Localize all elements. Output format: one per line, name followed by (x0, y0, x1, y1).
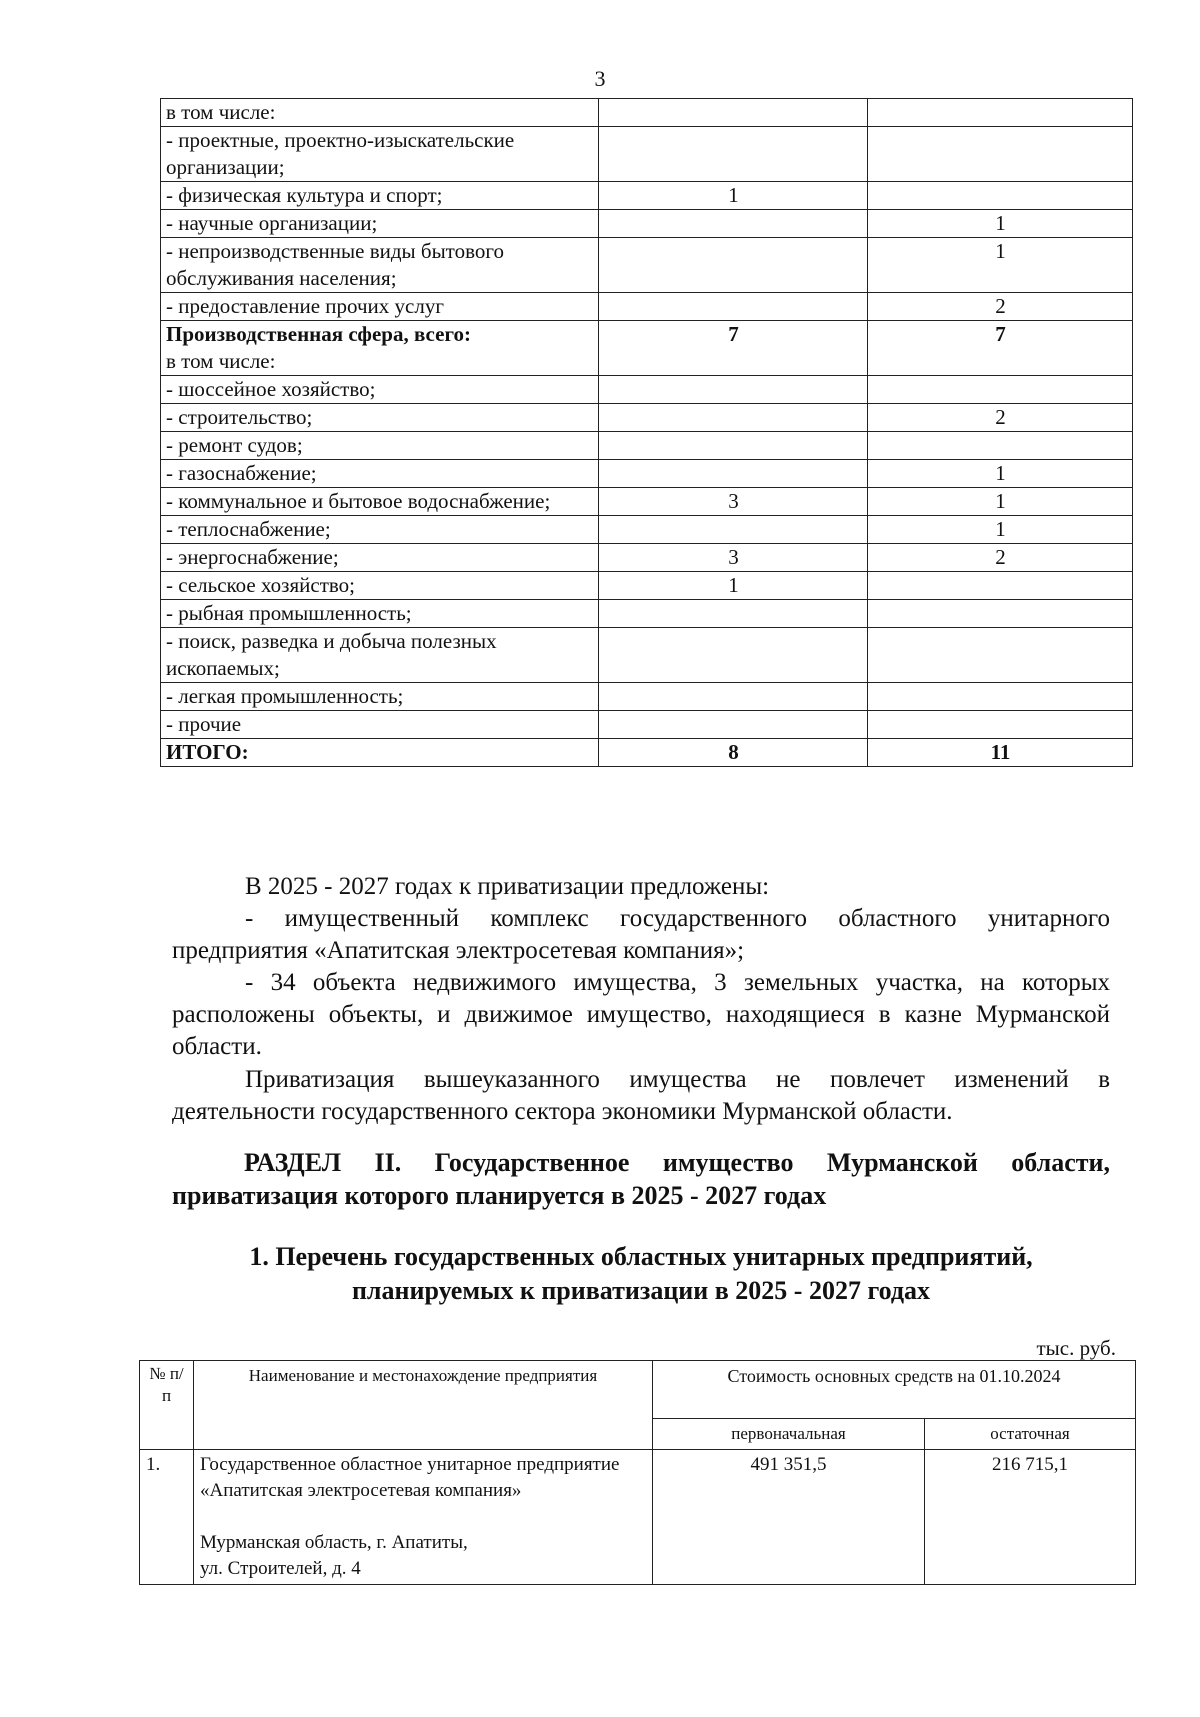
row-value-second (868, 432, 1133, 460)
row-value-first (599, 516, 868, 544)
row-label: - легкая промышленность; (161, 683, 599, 711)
row-value-first: 1 (599, 182, 868, 210)
row-value-second: 11 (868, 739, 1133, 767)
row-value-first: 3 (599, 544, 868, 572)
row-num: 1. (140, 1450, 194, 1585)
header-num: № п/п (140, 1361, 194, 1450)
row-value-second (868, 99, 1133, 127)
row-value-first (599, 600, 868, 628)
row-value-first (599, 683, 868, 711)
table-row (161, 516, 1133, 544)
table-row (161, 628, 1133, 683)
section-heading: РАЗДЕЛ II. Государственное имущество Мурманской области, приватизация которого планируется в 2025 - 2027 годах (172, 1148, 1110, 1210)
paragraph-item-complex: - имущественный комплекс государственного областного унитарного предприятия «Апатитская электросетевая компания»; (172, 905, 1110, 964)
row-value-second: 7 (868, 321, 1133, 376)
row-enterprise (194, 1450, 653, 1585)
header-name: Наименование и местонахождение предприятия (194, 1361, 653, 1450)
row-value-first: 3 (599, 488, 868, 516)
row-label: - ремонт судов; (161, 432, 599, 460)
table-row (161, 711, 1133, 739)
row-label: - прочие (161, 711, 599, 739)
row-value-first: 1 (599, 572, 868, 600)
table-row (161, 600, 1133, 628)
table-row (161, 210, 1133, 238)
row-label: - газоснабжение; (161, 460, 599, 488)
row-label: - научные организации; (161, 210, 599, 238)
row-value-first (599, 376, 868, 404)
list-heading-line-2: планируемых к приватизации в 2025 - 2027 годах (351, 1276, 931, 1305)
enterprise-table (139, 1360, 1136, 1585)
row-value-first (599, 460, 868, 488)
paragraph-conclusion: Приватизация вышеуказанного имущества не повлечет изменений в деятельности государственного сектора экономики Мурманской области. (172, 1066, 1110, 1125)
row-value-second: 2 (868, 404, 1133, 432)
row-value-first (599, 127, 868, 182)
row-value-second: 2 (868, 293, 1133, 321)
table-row (140, 1450, 1136, 1585)
row-value-first (599, 432, 868, 460)
table-row (161, 293, 1133, 321)
row-value-second: 1 (868, 516, 1133, 544)
row-value-first (599, 628, 868, 683)
stats-table-body (161, 99, 1133, 767)
row-label (161, 321, 599, 376)
row-value-first: 8 (599, 739, 868, 767)
row-label: - коммунальное и бытовое водоснабжение; (161, 488, 599, 516)
table-row (161, 404, 1133, 432)
enterprise-table-header-row (140, 1361, 1136, 1419)
row-value-second (868, 628, 1133, 683)
enterprise-address-line-2: ул. Строителей, д. 4 (200, 1558, 361, 1579)
table-row (161, 544, 1133, 572)
header-cost: Стоимость основных средств на 01.10.2024 (653, 1361, 1136, 1419)
row-value-second: 1 (868, 460, 1133, 488)
row-label: - энергоснабжение; (161, 544, 599, 572)
paragraph-intro: В 2025 - 2027 годах к приватизации предложены: (245, 873, 770, 900)
row-value-second (868, 376, 1133, 404)
row-residual-cost: 216 715,1 (925, 1450, 1136, 1585)
table-row (161, 488, 1133, 516)
row-value-second (868, 182, 1133, 210)
row-label: - поиск, разведка и добыча полезных ископаемых; (161, 628, 599, 683)
paragraph-item-property: - 34 объекта недвижимого имущества, 3 земельных участка, на которых расположены объекты, и движимое имущество, находящиеся в казне Мурманской области. (172, 969, 1110, 1060)
row-value-first: 7 (599, 321, 868, 376)
table-row (161, 127, 1133, 182)
units-label: тыс. руб. (1036, 1336, 1116, 1360)
page-number: 3 (594, 66, 606, 91)
row-value-second: 2 (868, 544, 1133, 572)
table-row (161, 182, 1133, 210)
row-value-second (868, 127, 1133, 182)
row-label: - предоставление прочих услуг (161, 293, 599, 321)
table-row (161, 432, 1133, 460)
row-value-first (599, 210, 868, 238)
row-initial-cost: 491 351,5 (653, 1450, 925, 1585)
row-value-second (868, 600, 1133, 628)
row-label-sub: в том числе: (166, 349, 276, 373)
row-value-first (599, 404, 868, 432)
list-heading-line-1: 1. Перечень государственных областных унитарных предприятий, (249, 1242, 1033, 1271)
row-label: - сельское хозяйство; (161, 572, 599, 600)
table-row (161, 460, 1133, 488)
row-value-first (599, 711, 868, 739)
row-label: - физическая культура и спорт; (161, 182, 599, 210)
table-row (161, 321, 1133, 376)
row-label: - шоссейное хозяйство; (161, 376, 599, 404)
row-value-first (599, 293, 868, 321)
row-value-second: 1 (868, 210, 1133, 238)
row-value-second: 1 (868, 488, 1133, 516)
table-row (161, 238, 1133, 293)
total-row (161, 739, 1133, 767)
row-value-first (599, 238, 868, 293)
privatization-stats-table (160, 98, 1133, 767)
table-row (161, 572, 1133, 600)
row-label: - теплоснабжение; (161, 516, 599, 544)
header-initial: первоначальная (653, 1419, 925, 1450)
row-value-second (868, 683, 1133, 711)
row-value-second: 1 (868, 238, 1133, 293)
row-label: ИТОГО: (161, 739, 599, 767)
enterprise-address-line-1: Мурманская область, г. Апатиты, (200, 1532, 468, 1553)
table-row (161, 99, 1133, 127)
table-row (161, 683, 1133, 711)
row-label: в том числе: (161, 99, 599, 127)
table-row (161, 376, 1133, 404)
row-value-first (599, 99, 868, 127)
row-label: - строительство; (161, 404, 599, 432)
row-label-heading: Производственная сфера, всего: (166, 322, 471, 346)
row-value-second (868, 711, 1133, 739)
row-value-second (868, 572, 1133, 600)
row-label: - непроизводственные виды бытового обслуживания населения; (161, 238, 599, 293)
enterprise-name: Государственное областное унитарное предприятие «Апатитская электросетевая компания» (200, 1454, 620, 1501)
list-heading (172, 1240, 1110, 1308)
header-residual: остаточная (925, 1419, 1136, 1450)
row-label: - рыбная промышленность; (161, 600, 599, 628)
row-label: - проектные, проектно-изыскательские организации; (161, 127, 599, 182)
